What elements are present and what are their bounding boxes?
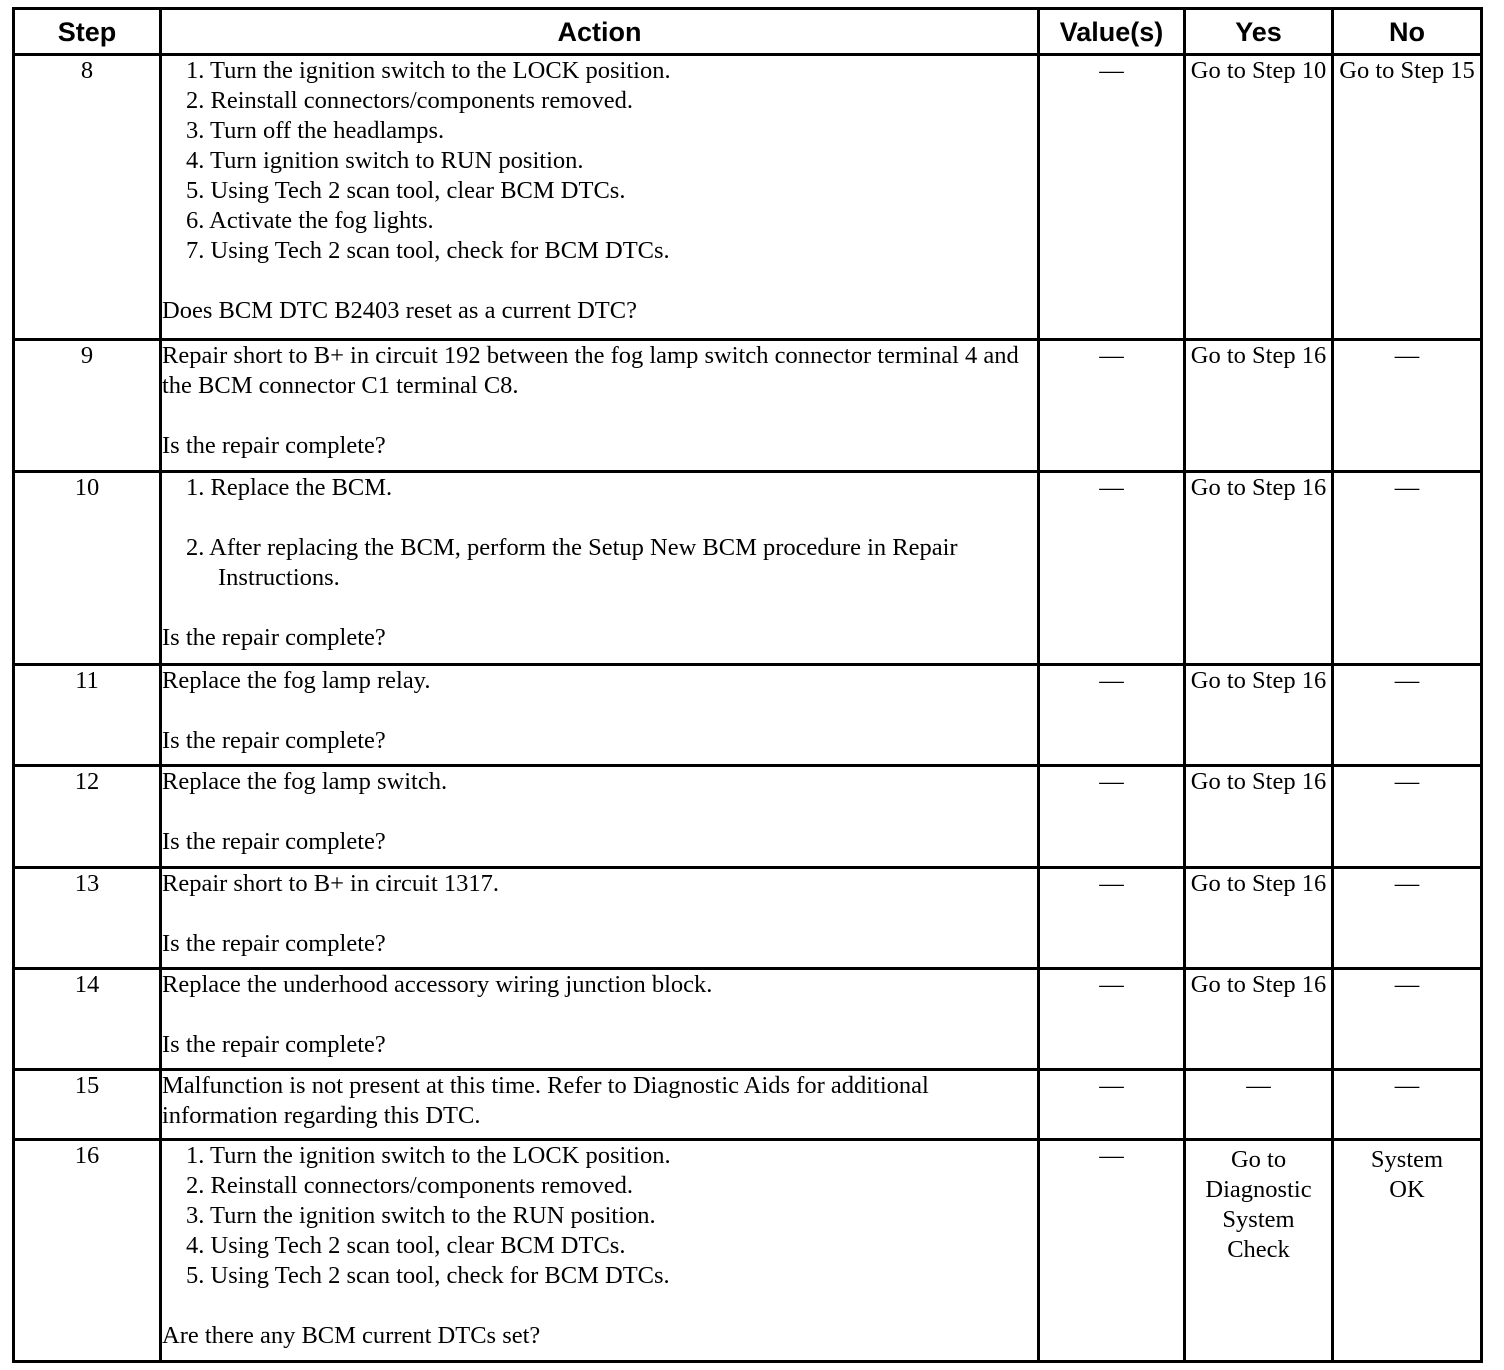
action-text: Repair short to B+ in circuit 192 between the fog lamp switch connector terminal 4 and the BCM connector C1 terminal C8.: [162, 342, 1019, 399]
table-row: [14, 1070, 1482, 1140]
action-cell: [161, 472, 1039, 665]
table-row: [14, 665, 1482, 766]
no-cell: —: [1333, 1070, 1482, 1140]
no-cell: —: [1333, 665, 1482, 766]
value-cell: —: [1039, 340, 1185, 472]
action-steps: [162, 56, 1037, 266]
table-row: [14, 472, 1482, 665]
action-question: Is the repair complete?: [162, 1031, 386, 1058]
header-row: [14, 9, 1482, 55]
yes-cell: Go to Step 16: [1185, 472, 1333, 665]
action-text: Replace the underhood accessory wiring junction block.: [162, 971, 713, 998]
value-cell: —: [1039, 55, 1185, 340]
yes-cell: Go to Step 16: [1185, 969, 1333, 1070]
no-cell: —: [1333, 766, 1482, 868]
value-cell: —: [1039, 868, 1185, 969]
action-step: 4. Turn ignition switch to RUN position.: [186, 147, 584, 174]
action-step: 4. Using Tech 2 scan tool, clear BCM DTCs.: [186, 1232, 626, 1259]
action-step: 5. Using Tech 2 scan tool, check for BCM DTCs.: [186, 1262, 670, 1289]
action-step: 5. Using Tech 2 scan tool, clear BCM DTCs.: [186, 177, 626, 204]
header-step: Step: [14, 9, 161, 55]
action-question: Is the repair complete?: [162, 828, 386, 855]
header-no: No: [1333, 9, 1482, 55]
action-step: 2. Reinstall connectors/components removed.: [186, 1172, 634, 1199]
step-number: 15: [14, 1070, 161, 1140]
action-cell: [161, 665, 1039, 766]
action-question: Is the repair complete?: [162, 727, 386, 754]
action-text: Malfunction is not present at this time. Refer to Diagnostic Aids for additional information regarding this DTC.: [162, 1072, 929, 1129]
yes-cell: Go to Step 16: [1185, 766, 1333, 868]
action-step: 7. Using Tech 2 scan tool, check for BCM DTCs.: [186, 237, 670, 264]
no-cell: Go to Step 15: [1333, 55, 1482, 340]
table-row: [14, 1140, 1482, 1362]
step-number: 8: [14, 55, 161, 340]
yes-cell: —: [1185, 1070, 1333, 1140]
action-steps: [162, 533, 1037, 593]
action-question: Is the repair complete?: [162, 624, 386, 651]
yes-cell: Go to Diagnostic System Check: [1185, 1140, 1333, 1362]
no-cell: System OK: [1333, 1140, 1482, 1362]
action-step: 3. Turn the ignition switch to the RUN position.: [186, 1202, 656, 1229]
step-number: 12: [14, 766, 161, 868]
value-cell: —: [1039, 766, 1185, 868]
step-number: 10: [14, 472, 161, 665]
step-number: 9: [14, 340, 161, 472]
diagnostic-table: [12, 7, 1483, 1363]
step-number: 13: [14, 868, 161, 969]
action-cell: [161, 55, 1039, 340]
yes-cell: Go to Step 16: [1185, 340, 1333, 472]
action-question: Is the repair complete?: [162, 930, 386, 957]
action-text: Repair short to B+ in circuit 1317.: [162, 870, 500, 897]
value-cell: —: [1039, 969, 1185, 1070]
header-yes: Yes: [1185, 9, 1333, 55]
action-step: 3. Turn off the headlamps.: [186, 117, 445, 144]
table-row: [14, 55, 1482, 340]
table-row: [14, 340, 1482, 472]
table-row: [14, 868, 1482, 969]
no-cell: —: [1333, 472, 1482, 665]
action-cell: [161, 1140, 1039, 1362]
step-number: 11: [14, 665, 161, 766]
action-question: Is the repair complete?: [162, 432, 386, 459]
table-row: [14, 969, 1482, 1070]
value-cell: —: [1039, 665, 1185, 766]
no-cell: —: [1333, 340, 1482, 472]
action-step: 2. Reinstall connectors/components removed.: [186, 87, 634, 114]
action-step: 1. Turn the ignition switch to the LOCK position.: [186, 1142, 671, 1169]
action-question: Does BCM DTC B2403 reset as a current DTC?: [162, 297, 637, 324]
action-cell: [161, 340, 1039, 472]
action-cell: [161, 868, 1039, 969]
header-action: Action: [161, 9, 1039, 55]
step-number: 14: [14, 969, 161, 1070]
no-cell: —: [1333, 868, 1482, 969]
yes-cell: Go to Step 10: [1185, 55, 1333, 340]
no-cell: —: [1333, 969, 1482, 1070]
action-cell: [161, 969, 1039, 1070]
action-cell: [161, 1070, 1039, 1140]
action-step: 2. After replacing the BCM, perform the Setup New BCM procedure in Repair Instructions.: [186, 534, 958, 591]
step-number: 16: [14, 1140, 161, 1362]
value-cell: —: [1039, 1070, 1185, 1140]
table-row: [14, 766, 1482, 868]
yes-cell: Go to Step 16: [1185, 868, 1333, 969]
action-text: Replace the fog lamp relay.: [162, 667, 431, 694]
value-cell: —: [1039, 472, 1185, 665]
action-steps: [162, 473, 1037, 503]
action-text: Replace the fog lamp switch.: [162, 768, 448, 795]
value-cell: —: [1039, 1140, 1185, 1362]
action-steps: [162, 1141, 1037, 1291]
action-step: 1. Turn the ignition switch to the LOCK position.: [186, 57, 671, 84]
action-step: 6. Activate the fog lights.: [186, 207, 434, 234]
yes-cell: Go to Step 16: [1185, 665, 1333, 766]
header-values: Value(s): [1039, 9, 1185, 55]
action-step: 1. Replace the BCM.: [186, 474, 393, 501]
action-cell: [161, 766, 1039, 868]
action-question: Are there any BCM current DTCs set?: [162, 1322, 541, 1349]
